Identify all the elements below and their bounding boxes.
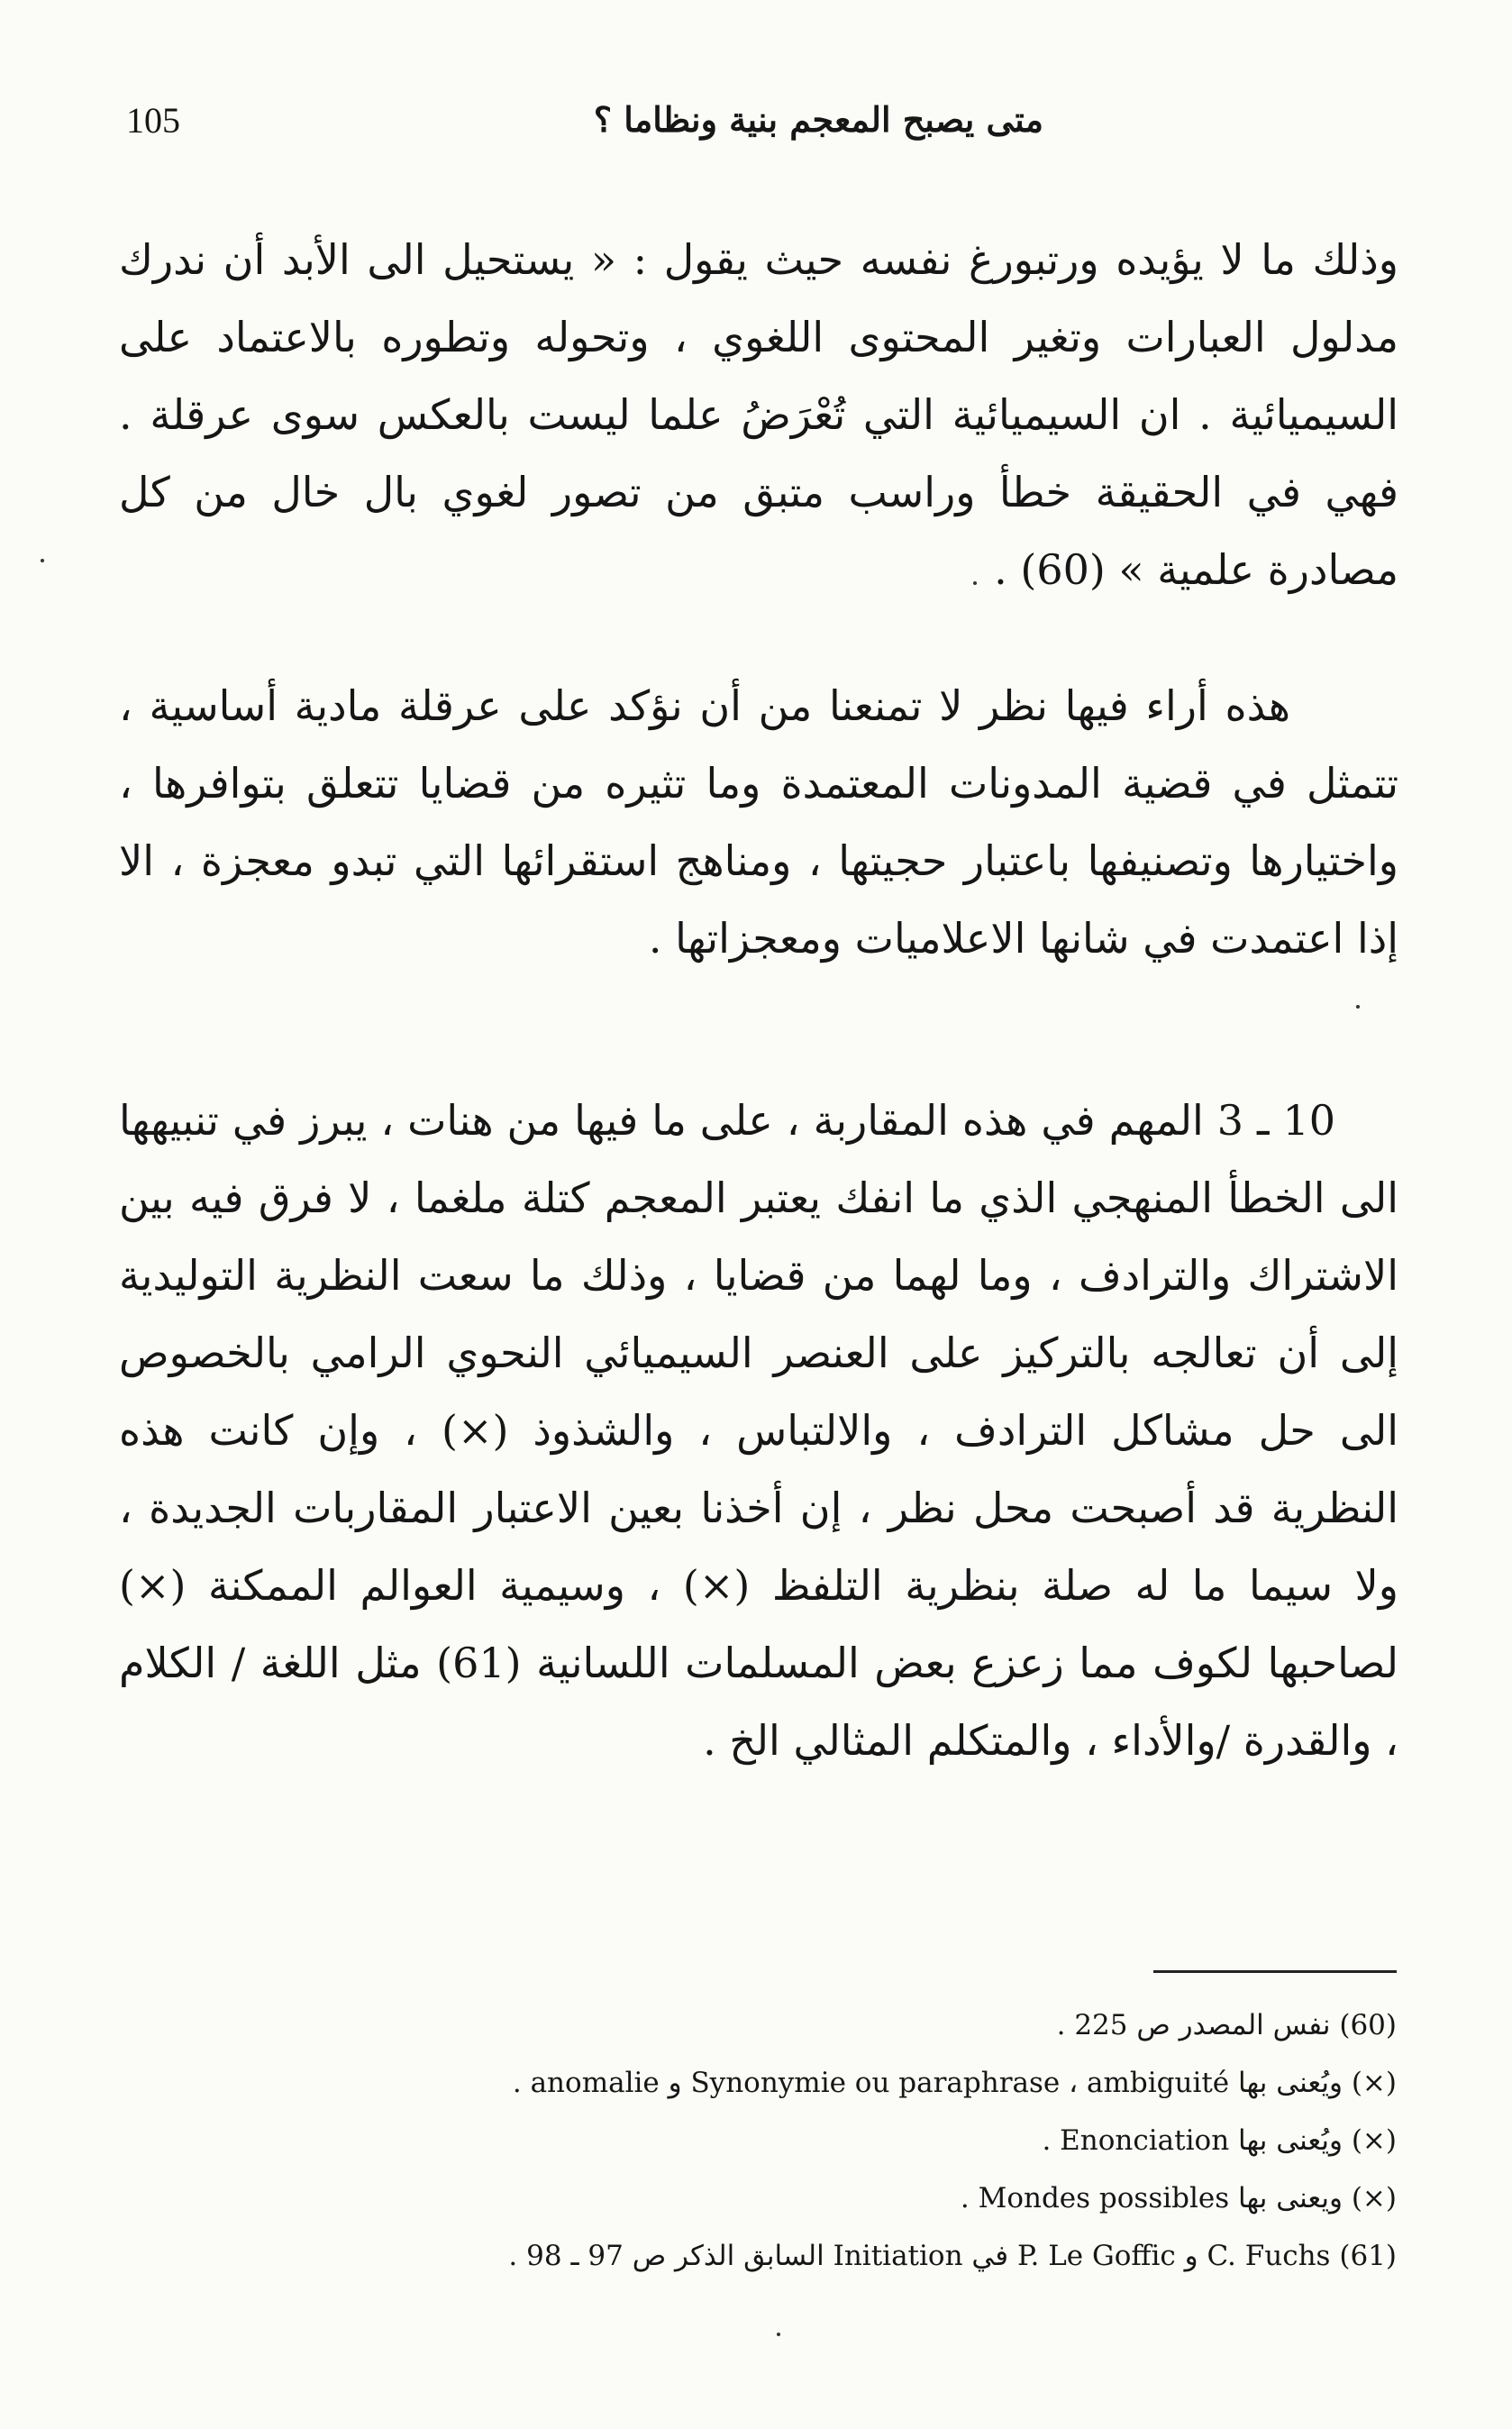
footnote-x-3: (×) ويعنى بها Mondes possibles . [960, 2182, 1397, 2214]
page-number: 105 [126, 100, 180, 141]
footnotes [270, 1996, 1397, 2285]
paragraph-2: هذه أراء فيها نظر لا تمنعنا من أن نؤكد على عرقلة مادية أساسية ، تتمثل في قضية المدونات المعتمدة وما تثيره من قضايا تتعلق بتوافرها ، واختيارها وتصنيفها باعتبار حجيتها ، ومناهج استقرائها التي تبدو معجزة ، الا إذا اعتمدت في شانها الاعلاميات ومعجزاتها . [119, 681, 1399, 963]
footnote-x-1: (×) ويُعنى بها Synonymie ou paraphrase ، ambiguité و anomalie . [512, 2067, 1397, 2099]
footnote-x-2: (×) ويُعنى بها Enonciation . [1042, 2124, 1397, 2157]
footnote-61: (61) C. Fuchs و P. Le Goffic في Initiation السابق الذكر ص 97 ـ 98 . [508, 2240, 1397, 2272]
print-speck [1356, 1005, 1360, 1009]
print-speck [973, 581, 977, 585]
print-speck [41, 559, 44, 562]
paragraph-1: وذلك ما لا يؤيده ورتبورغ نفسه حيث يقول : « يستحيل الى الأبد أن ندرك مدلول العبارات وتغير المحتوى اللغوي ، وتحوله وتطوره بالاعتماد على السيميائية . ان السيميائية التي تُعْرَضُ علما ليست بالعكس سوى عرقلة . فهي في الحقيقة خطأ وراسب متبق من تصور لغوي بال خال من كل مصادرة علمية » (60) . [119, 235, 1398, 594]
paragraph-3: 10 ـ 3 المهم في هذه المقاربة ، على ما فيها من هنات ، يبرز في تنبيهها الى الخطأ المنهجي الذي ما انفك يعتبر المعجم كتلة ملغما ، لا فرق فيه بين الاشتراك والترادف ، وما لهما من قضايا ، وذلك ما سعت النظرية التوليدية إلى أن تعالجه بالتركيز على العنصر السيميائي النحوي الرامي بالخصوص الى حل مشاكل الترادف ، والالتباس ، والشذوذ (×) ، وإن كانت هذه النظرية قد أصبحت محل نظر ، إن أخذنا بعين الاعتبار المقاربات الجديدة ، ولا سيما ما له صلة بنظرية التلفظ (×) ، وسيمية العوالم الممكنة (×) لصاحبها لكوف مما زعزع بعض المسلمات اللسانية (61) مثل اللغة / الكلام ، والقدرة /والأداء ، والمتكلم المثالي الخ . [119, 1096, 1399, 1765]
footnote-60: (60) نفس المصدر ص 225 . [1056, 2009, 1397, 2041]
running-title: متى يصبح المعجم بنية ونظاما ؟ [593, 99, 1043, 140]
page-header [108, 99, 1404, 162]
print-speck [777, 2333, 780, 2336]
footnote-divider [1153, 1970, 1397, 1973]
